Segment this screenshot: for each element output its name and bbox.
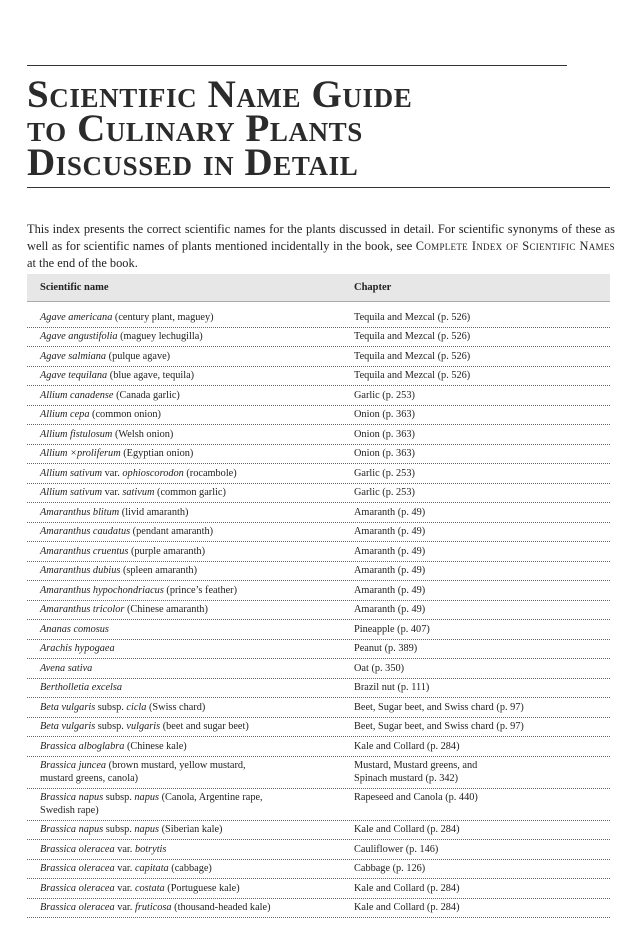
common-name: (rocambole) (183, 467, 237, 479)
common-name: (cabbage) (168, 863, 212, 874)
common-name: subsp. (103, 792, 135, 803)
scientific-name-cell (27, 409, 354, 422)
scientific-name-cell (27, 429, 354, 442)
scientific-name-cell (27, 526, 354, 539)
latin-name: Brassica napus (40, 792, 104, 803)
latin-name: Avena sativa (40, 662, 93, 674)
latin-name: Amaranthus cruentus (40, 545, 129, 557)
chapter-cell: Beet, Sugar beet, and Swiss chard (p. 97) (354, 721, 524, 732)
chapter-cell: Amaranth (p. 49) (354, 545, 426, 557)
scientific-name-cell (27, 487, 354, 500)
page-title (27, 73, 617, 184)
common-name: (thousand-headed kale) (171, 902, 271, 913)
table-body (27, 302, 610, 918)
common-name: (Egyptian onion) (120, 448, 194, 459)
table-row (27, 367, 610, 387)
scientific-name-cell (27, 565, 354, 578)
chapter-cell: Garlic (p. 253) (354, 389, 415, 401)
common-name: (common garlic) (154, 487, 226, 498)
latin-name: Amaranthus caudatus (40, 526, 131, 537)
chapter-cell: Tequila and Mezcal (p. 526) (354, 331, 471, 342)
latin-name: Beta vulgaris (40, 721, 96, 732)
common-name: (Swiss chard) (146, 701, 206, 713)
chapter-cell: Amaranth (p. 49) (354, 584, 426, 596)
common-name: subsp. (95, 701, 127, 713)
latin-name: Brassica napus (40, 824, 104, 835)
chapter-cell: Peanut (p. 389) (354, 643, 418, 654)
chapter-cell: Mustard, Mustard greens, and Spinach mustard (p. 342) (354, 760, 478, 784)
title-line-1: Scientific Name Guide (27, 73, 413, 116)
chapter-cell: Tequila and Mezcal (p. 526) (354, 370, 471, 381)
common-name: (Chinese amaranth) (124, 604, 208, 615)
common-name: (livid amaranth) (119, 506, 189, 518)
common-name: (brown mustard, yellow mustard, mustard greens, canola) (40, 760, 246, 784)
intro-paragraph (27, 221, 615, 272)
latin-name: Agave angustifolia (40, 331, 118, 342)
chapter-cell: Brazil nut (p. 111) (354, 682, 430, 693)
latin-name: capitata (134, 863, 169, 874)
chapter-cell: Amaranth (p. 49) (354, 604, 426, 615)
latin-name: Agave salmiana (40, 350, 107, 362)
common-name: (Chinese kale) (124, 740, 187, 752)
latin-name: Agave tequilana (40, 370, 108, 381)
table-row (27, 821, 610, 841)
table-row (27, 789, 610, 821)
latin-name: Allium sativum (40, 467, 103, 479)
intro-tail: at the end of the book. (27, 256, 138, 270)
common-name: (Welsh onion) (112, 428, 174, 440)
top-rule (27, 65, 567, 66)
common-name: (prince’s feather) (163, 584, 238, 596)
table-row (27, 620, 610, 640)
common-name: subsp. (103, 824, 135, 835)
scientific-name-cell (27, 643, 354, 656)
common-name: (Canola, Argentine rape, Swedish rape) (40, 792, 263, 816)
scientific-name-cell (27, 863, 354, 876)
table-row (27, 406, 610, 426)
table-row (27, 503, 610, 523)
scientific-name-cell (27, 824, 354, 837)
scientific-name-cell (27, 390, 354, 403)
title-line-3: Discussed in Detail (27, 141, 359, 184)
latin-name: sativum (122, 487, 155, 498)
chapter-cell: Kale and Collard (p. 284) (354, 824, 460, 835)
header-chapter: Chapter (354, 282, 392, 293)
latin-name: Beta vulgaris (40, 701, 96, 713)
chapter-cell: Kale and Collard (p. 284) (354, 740, 460, 752)
chapter-cell: Pineapple (p. 407) (354, 623, 430, 635)
name-guide-table (27, 274, 610, 918)
table-row (27, 757, 610, 789)
common-name: (beet and sugar beet) (160, 721, 249, 732)
scientific-name-cell (27, 546, 354, 559)
scientific-name-cell (27, 902, 354, 915)
latin-name: napus (134, 792, 160, 803)
title-line-2: to Culinary Plants (27, 107, 363, 150)
chapter-cell: Garlic (p. 253) (354, 487, 415, 498)
scientific-name-cell (27, 624, 354, 637)
scientific-name-cell (27, 370, 354, 383)
scientific-name-cell (27, 702, 354, 715)
latin-name: vulgaris (126, 721, 161, 732)
scientific-name-cell (27, 844, 354, 857)
table-row (27, 601, 610, 621)
chapter-cell: Rapeseed and Canola (p. 440) (354, 792, 478, 803)
scientific-name-cell (27, 507, 354, 520)
table-row (27, 347, 610, 367)
table-row (27, 328, 610, 348)
table-row (27, 659, 610, 679)
chapter-cell: Onion (p. 363) (354, 409, 415, 420)
scientific-name-cell (27, 883, 354, 896)
latin-name: Ananas comosus (40, 623, 109, 635)
table-row (27, 840, 610, 860)
table-row (27, 698, 610, 718)
latin-name: fruticosa (134, 902, 172, 913)
common-name: (purple amaranth) (128, 545, 206, 557)
chapter-cell: Tequila and Mezcal (p. 526) (354, 311, 471, 323)
scientific-name-cell (27, 760, 354, 785)
latin-name: botrytis (134, 843, 167, 855)
chapter-cell: Amaranth (p. 49) (354, 506, 426, 518)
table-row (27, 562, 610, 582)
common-name: (common onion) (89, 409, 161, 420)
table-row (27, 899, 610, 919)
common-name: (pulque agave) (106, 350, 171, 362)
common-name: var. (114, 863, 135, 874)
latin-name: cicla (126, 701, 147, 713)
chapter-cell: Cauliflower (p. 146) (354, 843, 439, 855)
table-row (27, 464, 610, 484)
chapter-cell: Kale and Collard (p. 284) (354, 882, 460, 894)
chapter-cell: Cabbage (p. 126) (354, 863, 426, 874)
chapter-cell: Garlic (p. 253) (354, 467, 415, 479)
scientific-name-cell (27, 331, 354, 344)
common-name: (blue agave, tequila) (107, 370, 195, 381)
table-row (27, 425, 610, 445)
latin-name: napus (134, 824, 160, 835)
chapter-cell: Amaranth (p. 49) (354, 565, 426, 576)
table-row (27, 445, 610, 465)
latin-name: Brassica oleracea (40, 863, 115, 874)
latin-name: Brassica alboglabra (40, 740, 125, 752)
chapter-cell: Onion (p. 363) (354, 448, 415, 459)
scientific-name-cell (27, 604, 354, 617)
latin-name: Allium sativum (40, 487, 103, 498)
index-reference: Complete Index of Scientific Names (415, 239, 615, 253)
chapter-cell: Onion (p. 363) (354, 428, 415, 440)
latin-name: Bertholletia excelsa (40, 682, 123, 693)
table-row (27, 737, 610, 757)
chapter-cell: Tequila and Mezcal (p. 526) (354, 350, 471, 362)
scientific-name-cell (27, 663, 354, 676)
common-name: var. (102, 487, 123, 498)
common-name: (Siberian kale) (159, 824, 223, 835)
scientific-name-cell (27, 312, 354, 325)
scientific-name-cell (27, 792, 354, 817)
latin-name: Amaranthus blitum (40, 506, 120, 518)
latin-name: Allium ×proliferum (40, 448, 121, 459)
scientific-name-cell (27, 468, 354, 481)
latin-name: ophioscorodon (122, 467, 184, 479)
table-row (27, 386, 610, 406)
table-row (27, 542, 610, 562)
scientific-name-cell (27, 448, 354, 461)
table-row (27, 484, 610, 504)
latin-name: Brassica juncea (40, 760, 107, 771)
latin-name: Brassica oleracea (40, 882, 115, 894)
table-row (27, 308, 610, 328)
common-name: subsp. (95, 721, 127, 732)
common-name: (maguey lechugilla) (117, 331, 203, 342)
latin-name: Amaranthus tricolor (40, 604, 125, 615)
common-name: var. (114, 843, 135, 855)
table-row (27, 640, 610, 660)
table-row (27, 879, 610, 899)
scientific-name-cell (27, 741, 354, 754)
common-name: var. (114, 902, 135, 913)
latin-name: Allium canadense (40, 389, 114, 401)
latin-name: Brassica oleracea (40, 843, 115, 855)
latin-name: Amaranthus hypochondriacus (40, 584, 164, 596)
latin-name: Agave americana (40, 311, 113, 323)
table-row (27, 581, 610, 601)
scientific-name-cell (27, 585, 354, 598)
latin-name: Arachis hypogaea (40, 643, 115, 654)
title-rule (27, 187, 610, 188)
header-scientific-name: Scientific name (40, 282, 109, 293)
chapter-cell: Amaranth (p. 49) (354, 526, 426, 537)
scientific-name-cell (27, 351, 354, 364)
common-name: var. (114, 882, 135, 894)
table-row (27, 718, 610, 738)
latin-name: Brassica oleracea (40, 902, 115, 913)
chapter-cell: Beet, Sugar beet, and Swiss chard (p. 97) (354, 701, 524, 713)
common-name: (century plant, maguey) (112, 311, 214, 323)
scientific-name-cell (27, 721, 354, 734)
latin-name: costata (134, 882, 165, 894)
chapter-cell: Kale and Collard (p. 284) (354, 902, 460, 913)
table-row (27, 860, 610, 880)
common-name: (Portuguese kale) (164, 882, 240, 894)
common-name: (Canada garlic) (113, 389, 180, 401)
table-row (27, 679, 610, 699)
table-header (27, 274, 610, 302)
scientific-name-cell (27, 682, 354, 695)
intro-text: This index presents the correct scientific names for the plants discussed in detail. For scientific synonyms of these as well as for scientific names of plants mentioned incidentally in the book, see (27, 222, 615, 253)
chapter-cell: Oat (p. 350) (354, 662, 405, 674)
table-row (27, 523, 610, 543)
common-name: (pendant amaranth) (130, 526, 214, 537)
common-name: (spleen amaranth) (120, 565, 198, 576)
latin-name: Allium cepa (40, 409, 90, 420)
latin-name: Allium fistulosum (40, 428, 113, 440)
common-name: var. (102, 467, 123, 479)
latin-name: Amaranthus dubius (40, 565, 121, 576)
